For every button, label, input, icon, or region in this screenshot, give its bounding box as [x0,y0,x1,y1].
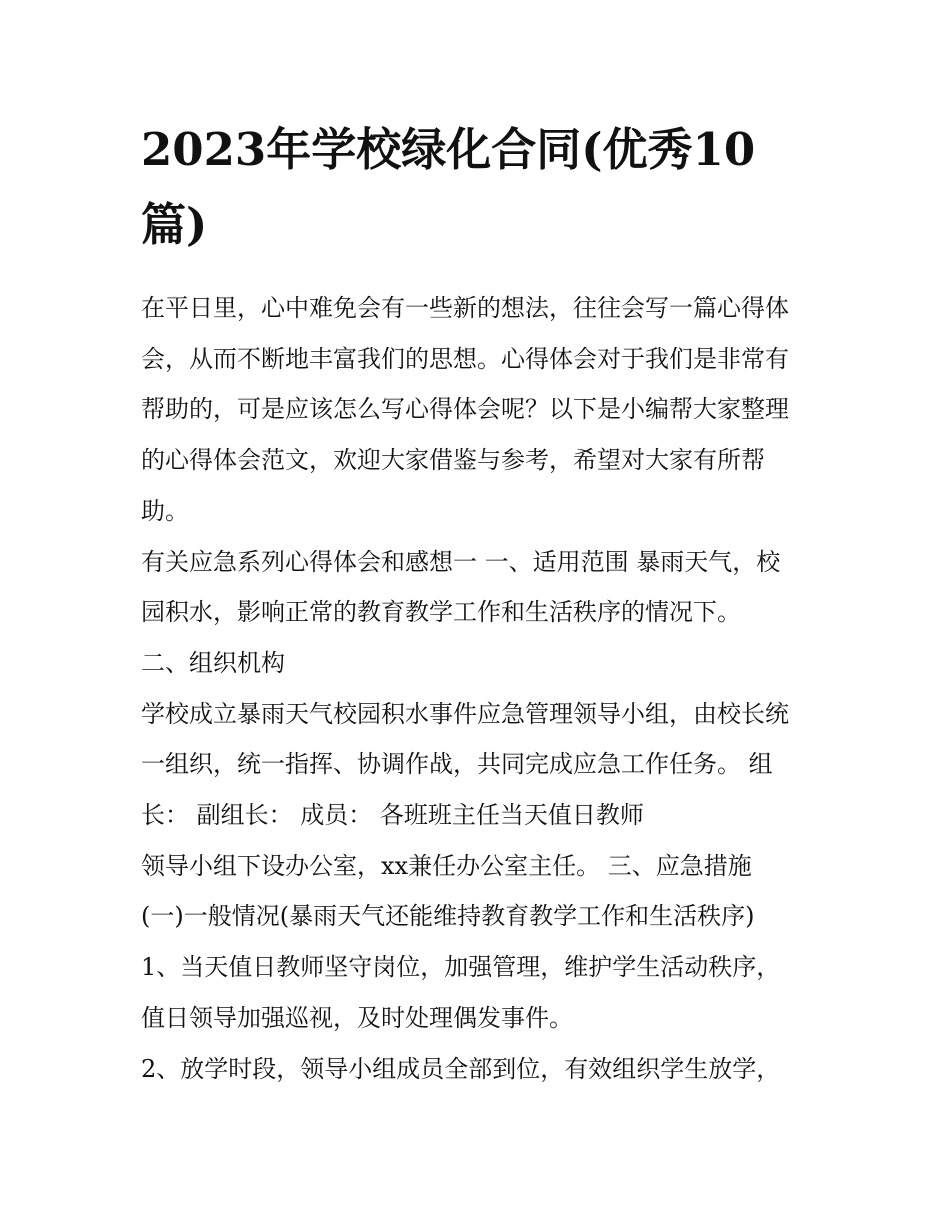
document-title [141,112,821,262]
text-line: 有关应急系列心得体会和感想一 一、适用范围 暴雨天气，校 [141,547,781,576]
text-line: 1、当天值日教师坚守岗位，加强管理，维护学生活动秩序， [141,953,781,982]
text-line: 2、放学时段，领导小组成员全部到位，有效组织学生放学， [141,1054,781,1083]
document-body [141,283,821,1094]
text-line: 一组织，统一指挥、协调作战，共同完成应急工作任务。 组 [141,750,773,779]
document-page [141,112,821,1094]
text-line: 学校成立暴雨天气校园积水事件应急管理领导小组，由校长统 [141,699,789,728]
section-heading: 二、组织机构 [141,648,285,677]
text-line: 值日领导加强巡视，及时处理偶发事件。 [141,1003,573,1032]
title-line: 2023年学校绿化合同(优秀10 [141,123,756,176]
text-line: 长： 副组长： 成员： 各班班主任当天值日教师 [141,801,644,830]
text-line: 会，从而不断地丰富我们的思想。心得体会对于我们是非常有 [141,344,789,373]
text-line: 的心得体会范文，欢迎大家借鉴与参考，希望对大家有所帮 [141,446,765,475]
text-line: (一)一般情况(暴雨天气还能维持教育教学工作和生活秩序) [141,902,755,931]
text-line: 帮助的，可是应该怎么写心得体会呢？以下是小编帮大家整理 [141,395,789,424]
text-line: 园积水，影响正常的教育教学工作和生活秩序的情况下。 [141,598,741,627]
text-line: 领导小组下设办公室，xx兼任办公室主任。 三、应急措施 [141,851,752,880]
title-line: 篇) [141,198,208,251]
text-line: 在平日里，心中难免会有一些新的想法，往往会写一篇心得体 [141,294,789,322]
text-line: 助。 [141,496,189,525]
